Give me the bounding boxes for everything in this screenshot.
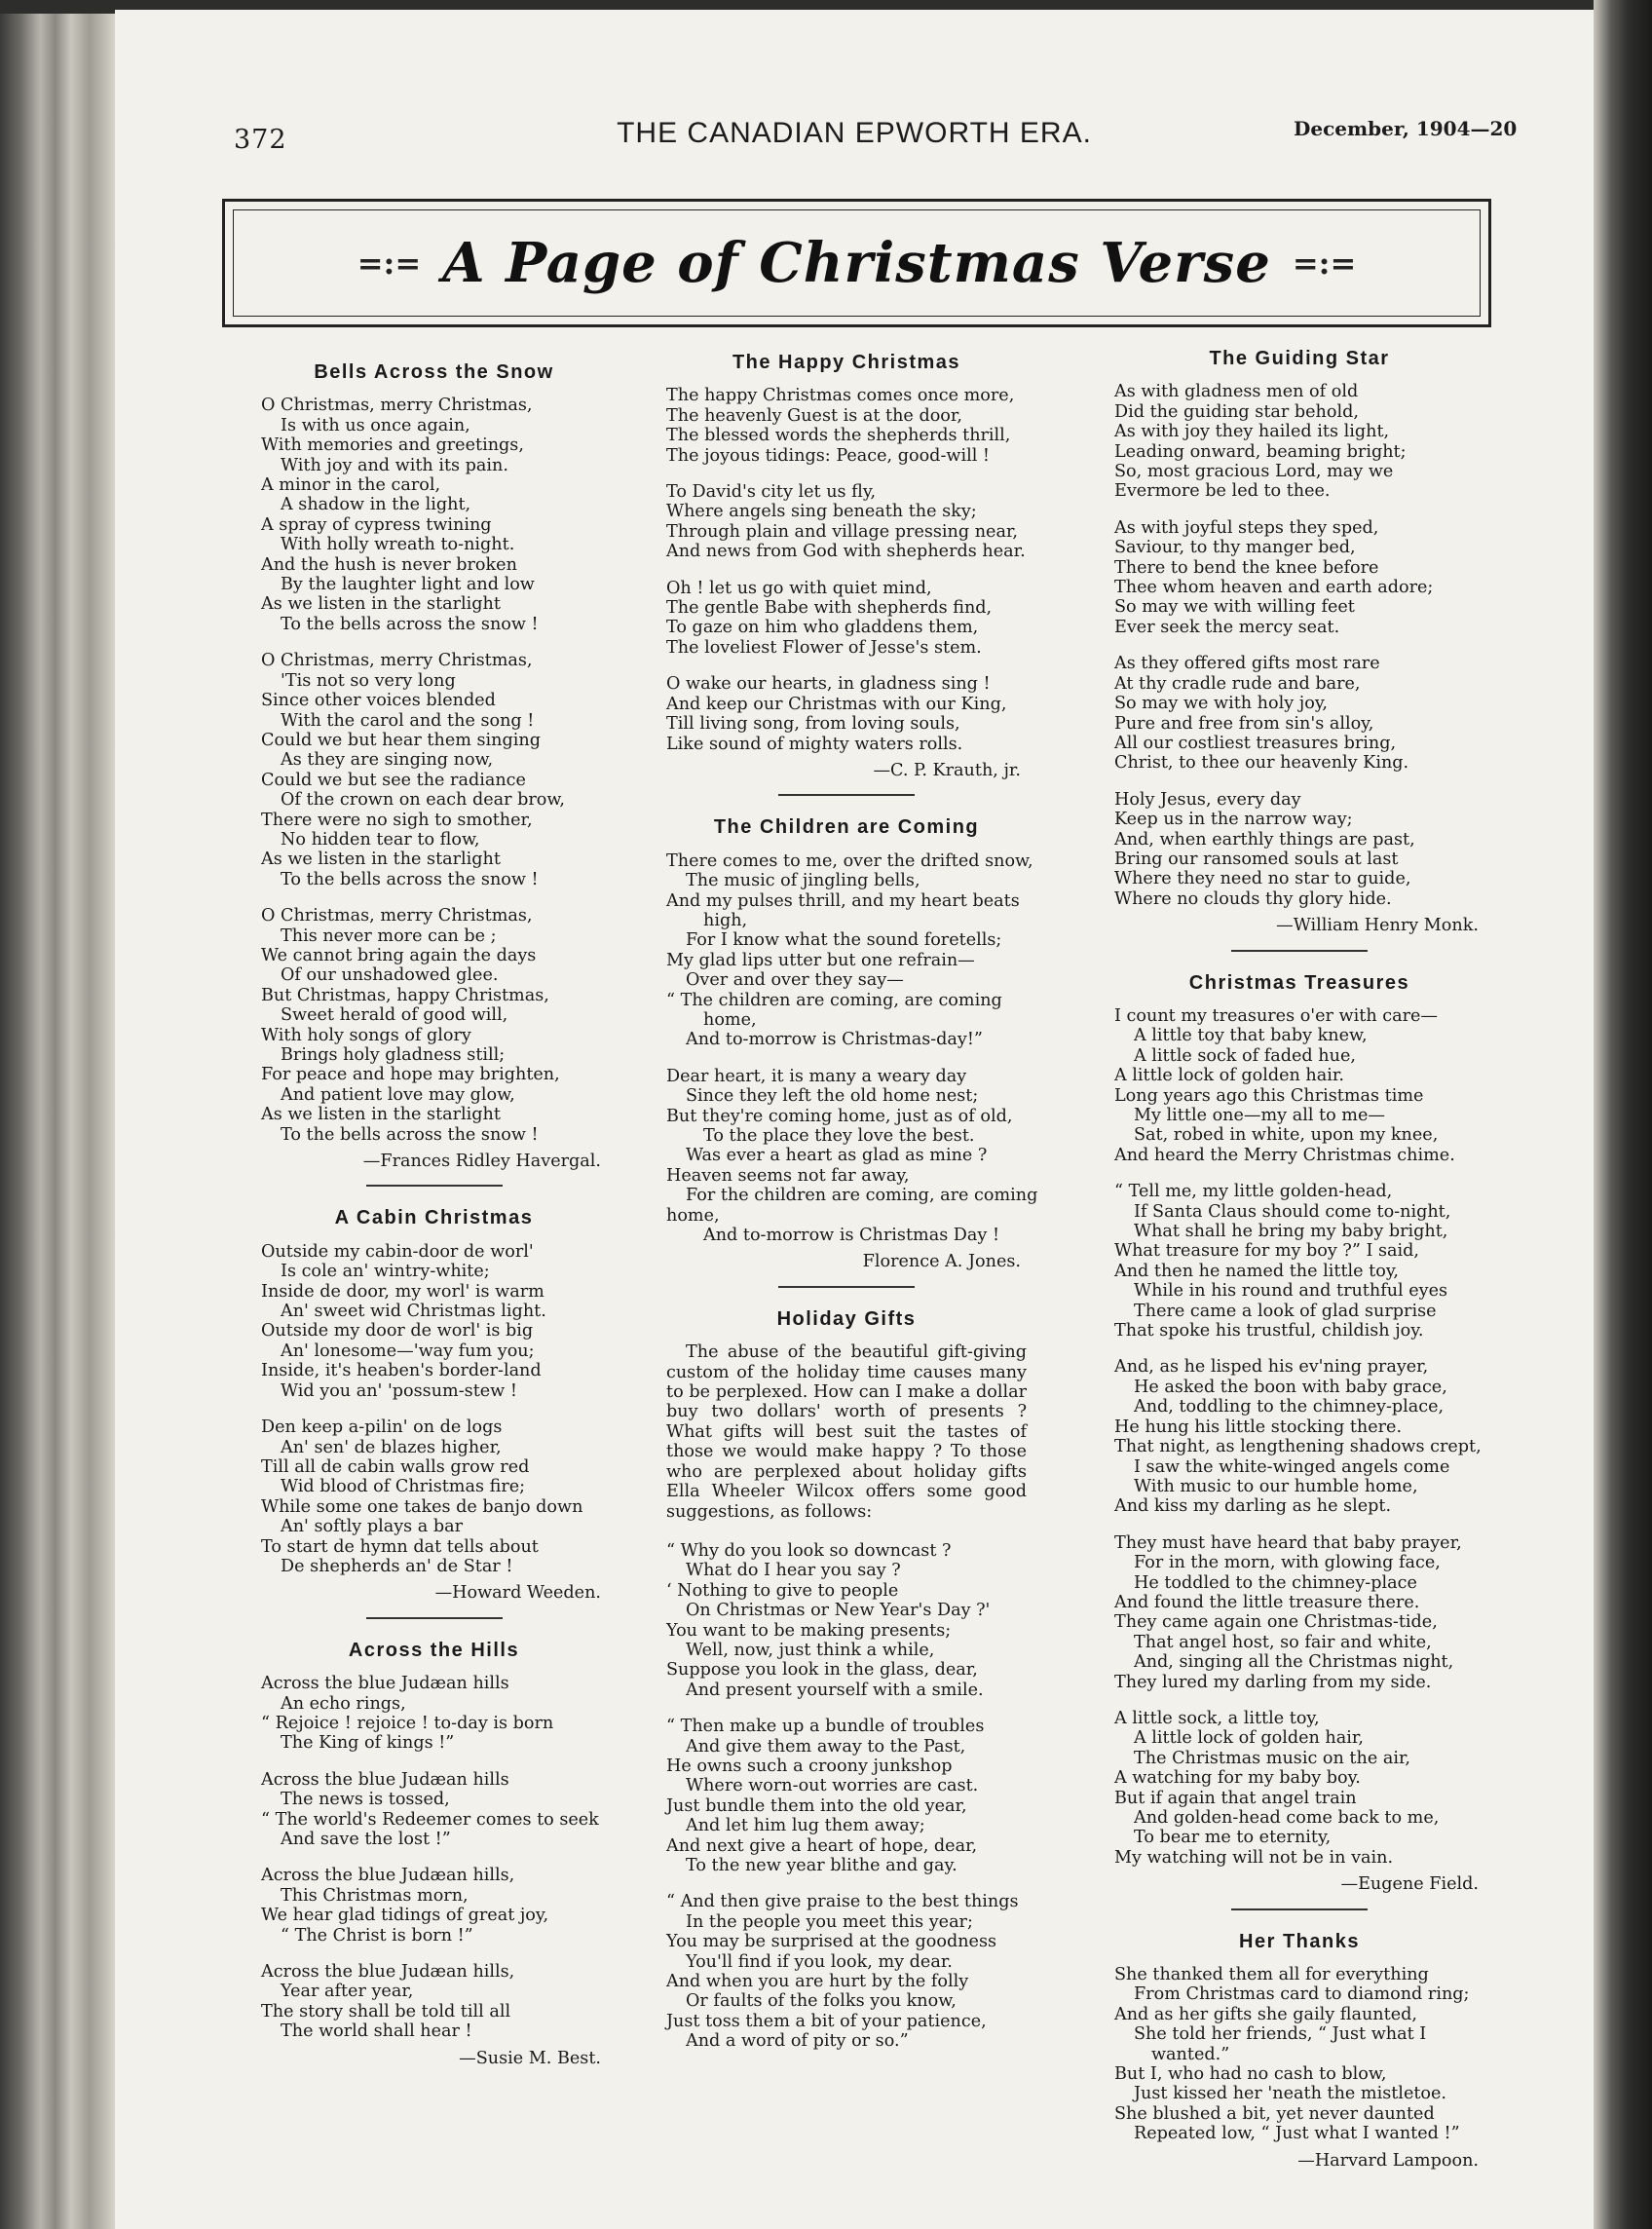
poem-a-cabin-christmas bbox=[261, 1208, 607, 1603]
verse-line: As with joy they hailed its light, bbox=[1114, 422, 1390, 442]
verse-line: The heavenly Guest is at the door, bbox=[666, 405, 962, 426]
verse-line: There to bend the knee before bbox=[1114, 557, 1379, 578]
verse-line: A shadow in the light, bbox=[281, 495, 471, 515]
verse-line: By the laughter light and low bbox=[281, 575, 535, 595]
verse-line: The world shall hear ! bbox=[281, 2021, 472, 2042]
verse-line: Well, now, just think a while, bbox=[686, 1640, 935, 1660]
verse-line: Could we but see the radiance bbox=[261, 770, 526, 790]
verse-line: “ Then make up a bundle of troubles bbox=[666, 1717, 985, 1737]
verse-line: But they're coming home, just as of old, bbox=[666, 1106, 1013, 1126]
stanza bbox=[666, 1066, 1038, 1246]
verse-line: He owns such a croony junkshop bbox=[666, 1756, 953, 1776]
verse-line: wanted.” bbox=[1151, 2044, 1230, 2064]
verse-line: Or faults of the folks you know, bbox=[686, 1991, 957, 2012]
stanza bbox=[666, 850, 1033, 1050]
verse-line: Heaven seems not far away, bbox=[666, 1165, 910, 1186]
verse-line: Just kissed her 'neath the mistletoe. bbox=[1134, 2084, 1447, 2104]
verse-line: To the bells across the snow ! bbox=[281, 614, 539, 634]
verse-line: To David's city let us fly, bbox=[666, 482, 877, 503]
verse-line: Is cole an' wintry-white; bbox=[281, 1262, 490, 1282]
verse-line: They must have heard that baby prayer, bbox=[1114, 1532, 1462, 1553]
verse-line: All our costliest treasures bring, bbox=[1114, 733, 1397, 753]
stanza bbox=[1114, 1182, 1484, 1341]
verse-line: “ Why do you look so downcast ? bbox=[666, 1540, 952, 1561]
verse-line: She told her friends, “ Just what I bbox=[1134, 2024, 1427, 2045]
verse-line: The blessed words the shepherds thrill, bbox=[666, 426, 1011, 446]
verse-line: And golden-head come back to me, bbox=[1134, 1808, 1440, 1828]
poem-title: The Happy Christmas bbox=[732, 352, 961, 373]
verse-line: Across the blue Judæan hills, bbox=[261, 1962, 515, 1983]
verse-line: Since they left the old home nest; bbox=[686, 1086, 979, 1107]
verse-line: Did the guiding star behold, bbox=[1114, 401, 1359, 422]
stanza bbox=[1114, 1965, 1484, 2144]
verse-line: My little one—my all to me— bbox=[1134, 1106, 1385, 1125]
verse-line: De shepherds an' de Star ! bbox=[281, 1556, 513, 1576]
verse-line: As they are singing now, bbox=[281, 750, 494, 771]
poem-the-happy-christmas bbox=[666, 353, 1027, 780]
poem-author: —Harvard Lampoon. bbox=[1297, 2150, 1479, 2171]
verse-line: To gaze on him who gladdens them, bbox=[666, 618, 979, 638]
verse-line: Over and over they say— bbox=[686, 970, 904, 991]
verse-line: Where no clouds thy glory hide. bbox=[1114, 888, 1392, 909]
verse-line: A little sock, a little toy, bbox=[1114, 1708, 1320, 1728]
divider-rule bbox=[778, 794, 915, 796]
verse-line: That spoke his trustful, childish joy. bbox=[1114, 1321, 1424, 1341]
verse-line: Keep us in the narrow way; bbox=[1114, 810, 1353, 830]
stanza bbox=[1114, 382, 1484, 501]
verse-line: Leading onward, beaming bright; bbox=[1114, 441, 1407, 462]
verse-line: And a word of pity or so.” bbox=[686, 2031, 909, 2052]
stanza bbox=[666, 1717, 1027, 1875]
verse-line: With joy and with its pain. bbox=[281, 455, 508, 475]
verse-line: And let him lug them away; bbox=[686, 1816, 925, 1836]
verse-line: They lured my darling from my side. bbox=[1114, 1672, 1432, 1692]
verse-line: Where angels sing beneath the sky; bbox=[666, 502, 977, 522]
stanza bbox=[666, 1541, 1027, 1700]
stanza bbox=[261, 1674, 607, 1754]
verse-line: The joyous tidings: Peace, good-will ! bbox=[666, 445, 990, 466]
verse-line: Sat, robed in white, upon my knee, bbox=[1134, 1125, 1439, 1146]
verse-line: “ The world's Redeemer comes to seek bbox=[261, 1809, 599, 1830]
verse-line: Of the crown on each dear brow, bbox=[281, 790, 565, 811]
verse-line: Inside, it's heaben's border-land bbox=[261, 1361, 542, 1381]
verse-line: Of our unshadowed glee. bbox=[281, 965, 499, 986]
verse-line: As with gladness men of old bbox=[1114, 382, 1359, 402]
verse-line: She thanked them all for everything bbox=[1114, 1965, 1429, 1985]
verse-line: And heard the Merry Christmas chime. bbox=[1114, 1145, 1455, 1165]
column-left bbox=[261, 362, 607, 2074]
poem-author: —Howard Weeden. bbox=[434, 1583, 601, 1604]
verse-line: You'll find if you look, my dear. bbox=[686, 1951, 953, 1972]
verse-line: home, bbox=[703, 1009, 757, 1030]
verse-line: And as her gifts she gaily flaunted, bbox=[1114, 2004, 1417, 2024]
poem-author: —Frances Ridley Havergal. bbox=[362, 1152, 601, 1172]
verse-line: A watching for my baby boy. bbox=[1114, 1768, 1361, 1789]
verse-line: Could we but hear them singing bbox=[261, 730, 541, 750]
verse-line: A little lock of golden hair, bbox=[1134, 1728, 1364, 1749]
verse-line: We cannot bring again the days bbox=[261, 945, 537, 965]
verse-line: Till living song, from loving souls, bbox=[666, 714, 960, 735]
facing-page-edge bbox=[1594, 0, 1652, 2229]
verse-line: Brings holy gladness still; bbox=[281, 1045, 506, 1065]
poem-title: Holiday Gifts bbox=[776, 1307, 917, 1330]
verse-line: And keep our Christmas with our King, bbox=[666, 694, 1007, 714]
verse-line: Sweet herald of good will, bbox=[281, 1005, 508, 1026]
verse-line: To the new year blithe and gay. bbox=[686, 1856, 957, 1875]
title-ornament-left: =:= bbox=[357, 245, 422, 282]
verse-line: Across the blue Judæan hills bbox=[261, 1769, 509, 1790]
column-middle bbox=[666, 352, 1038, 2068]
verse-line: As we listen in the starlight bbox=[261, 850, 501, 870]
verse-line: And my pulses thrill, and my heart beats bbox=[666, 890, 1020, 911]
verse-line: To the place they love the best. bbox=[703, 1126, 975, 1146]
verse-line: Bring our ransomed souls at last bbox=[1114, 849, 1399, 869]
verse-line: Like sound of mighty waters rolls. bbox=[666, 734, 963, 754]
verse-line: Dear heart, it is many a weary day bbox=[666, 1066, 967, 1086]
verse-line: “ The Christ is born !” bbox=[281, 1925, 473, 1946]
verse-line: You want to be making presents; bbox=[666, 1620, 952, 1641]
verse-line: Just bundle them into the old year, bbox=[666, 1795, 967, 1816]
verse-line: And kiss my darling as he slept. bbox=[1114, 1496, 1392, 1517]
prose-paragraph: The abuse of the beautiful gift-giving custom of the holiday time causes many to be perplexed. How can I make a dollar buy two dollars' worth of presents ? What gifts will best suit the tastes of those we would make happy ? To those who are perplexed about holiday gifts Ella Wheeler Wilcox offers some good suggestions, as follows: bbox=[666, 1342, 1027, 1522]
verse-line: “ The children are coming, are coming bbox=[666, 990, 1002, 1010]
verse-line: The happy Christmas comes once more, bbox=[666, 386, 1015, 406]
column-right bbox=[1114, 349, 1484, 2176]
stanza bbox=[261, 1770, 607, 1850]
verse-line: Was ever a heart as glad as mine ? bbox=[686, 1146, 988, 1166]
verse-line: Evermore be led to thee. bbox=[1114, 481, 1331, 502]
verse-line: Wid you an' 'possum-stew ! bbox=[281, 1380, 517, 1401]
verse-line: From Christmas card to diamond ring; bbox=[1134, 1984, 1470, 2005]
stanza bbox=[666, 482, 1027, 562]
verse-line: To start de hymn dat tells about bbox=[261, 1536, 539, 1557]
verse-line: As we listen in the starlight bbox=[261, 1105, 501, 1125]
verse-line: I count my treasures o'er with care— bbox=[1114, 1005, 1438, 1026]
running-title: THE CANADIAN EPWORTH ERA. bbox=[617, 117, 1092, 149]
verse-line: My glad lips utter but one refrain— bbox=[666, 950, 975, 970]
poem-title: Her Thanks bbox=[1239, 1930, 1360, 1952]
verse-line: “ Rejoice ! rejoice ! to-day is born bbox=[261, 1713, 554, 1733]
stanza bbox=[666, 1892, 1027, 2051]
verse-line: No hidden tear to flow, bbox=[281, 829, 480, 850]
stanza bbox=[261, 651, 607, 889]
stanza bbox=[1114, 1006, 1484, 1165]
verse-line: Across the blue Judæan hills bbox=[261, 1674, 509, 1694]
verse-line: Pure and free from sin's alloy, bbox=[1114, 713, 1374, 734]
verse-line: An' lonesome—'way fum you; bbox=[281, 1341, 535, 1361]
verse-line: A little toy that baby knew, bbox=[1134, 1026, 1368, 1046]
divider-rule bbox=[778, 1286, 915, 1288]
verse-line: Saviour, to thy manger bed, bbox=[1114, 538, 1356, 558]
verse-line: Outside my cabin-door de worl' bbox=[261, 1241, 534, 1262]
verse-line: Inside de door, my worl' is warm bbox=[261, 1281, 544, 1302]
verse-line: Repeated low, “ Just what I wanted !” bbox=[1134, 2124, 1460, 2144]
verse-line: And, singing all the Christmas night, bbox=[1134, 1652, 1454, 1673]
verse-line: There came a look of glad surprise bbox=[1134, 1301, 1437, 1321]
poem-author: —Susie M. Best. bbox=[459, 2048, 601, 2068]
verse-line: This Christmas morn, bbox=[281, 1885, 469, 1906]
verse-line: home, bbox=[666, 1205, 720, 1226]
page-number: 372 bbox=[234, 125, 287, 155]
stanza bbox=[261, 906, 607, 1145]
divider-rule bbox=[366, 1185, 503, 1187]
verse-line: With the carol and the song ! bbox=[281, 710, 535, 731]
title-ornament-right: =:= bbox=[1292, 245, 1357, 282]
verse-line: And, when earthly things are past, bbox=[1114, 829, 1415, 850]
verse-line: There were no sigh to smother, bbox=[261, 810, 533, 830]
verse-line: In the people you meet this year; bbox=[686, 1911, 973, 1932]
verse-line: But if again that angel train bbox=[1114, 1788, 1357, 1808]
verse-line: Since other voices blended bbox=[261, 691, 496, 711]
verse-line: What do I hear you say ? bbox=[686, 1561, 901, 1581]
verse-line: With holy songs of glory bbox=[261, 1025, 471, 1045]
poem-across-the-hills bbox=[261, 1641, 607, 2068]
verse-line: So may we with holy joy, bbox=[1114, 694, 1329, 714]
verse-line: Where worn-out worries are cast. bbox=[686, 1776, 979, 1796]
poem-title: The Children are Coming bbox=[713, 816, 980, 839]
stanza bbox=[666, 674, 1027, 754]
verse-line: high, bbox=[703, 910, 748, 930]
verse-line: And, as he lisped his ev'ning prayer, bbox=[1114, 1357, 1429, 1378]
book-spine bbox=[0, 0, 115, 2229]
verse-line: A minor in the carol, bbox=[261, 475, 441, 496]
verse-line: For the children are coming, are coming bbox=[686, 1186, 1038, 1206]
verse-line: And then he named the little toy, bbox=[1114, 1261, 1400, 1281]
verse-line: Across the blue Judæan hills, bbox=[261, 1866, 515, 1886]
verse-line: And, toddling to the chimney-place, bbox=[1134, 1397, 1445, 1417]
poem-her-thanks bbox=[1114, 1932, 1484, 2171]
verse-line: Through plain and village pressing near, bbox=[666, 521, 1019, 542]
stanza bbox=[1114, 1357, 1484, 1516]
verse-line: As they offered gifts most rare bbox=[1114, 654, 1380, 674]
verse-line: So may we with willing feet bbox=[1114, 597, 1355, 618]
verse-line: While in his round and truthful eyes bbox=[1134, 1281, 1448, 1302]
divider-rule bbox=[1231, 950, 1368, 952]
stanza bbox=[261, 1242, 607, 1401]
verse-line: On Christmas or New Year's Day ?' bbox=[686, 1601, 991, 1621]
stanza bbox=[261, 396, 607, 634]
poem-author: Florence A. Jones. bbox=[862, 1252, 1021, 1272]
verse-line: For peace and hope may brighten, bbox=[261, 1065, 560, 1085]
verse-line: A little sock of faded hue, bbox=[1134, 1045, 1356, 1066]
stanza bbox=[1114, 790, 1484, 909]
verse-line: Year after year, bbox=[281, 1982, 414, 2002]
verse-line: The King of kings !” bbox=[281, 1733, 455, 1754]
verse-line: At thy cradle rude and bare, bbox=[1114, 673, 1361, 694]
verse-line: And to-morrow is Christmas-day!” bbox=[686, 1030, 983, 1050]
article-holiday-gifts bbox=[666, 1309, 1027, 2052]
poem-the-guiding-star bbox=[1114, 349, 1484, 936]
verse-line: O Christmas, merry Christmas, bbox=[261, 396, 533, 416]
verse-line: What shall he bring my baby bright, bbox=[1134, 1222, 1448, 1242]
verse-line: And the hush is never broken bbox=[261, 554, 517, 575]
page-title: A Page of Christmas Verse bbox=[442, 231, 1271, 295]
verse-line: O Christmas, merry Christmas, bbox=[261, 906, 533, 926]
verse-line: Just toss them a bit of your patience, bbox=[666, 2011, 987, 2031]
verse-line: She blushed a bit, yet never daunted bbox=[1114, 2103, 1435, 2124]
verse-line: Long years ago this Christmas time bbox=[1114, 1085, 1424, 1106]
verse-line: While some one takes de banjo down bbox=[261, 1496, 583, 1517]
stanza bbox=[666, 386, 1027, 466]
verse-line: Den keep a-pilin' on de logs bbox=[261, 1417, 503, 1438]
verse-line: The music of jingling bells, bbox=[686, 871, 920, 891]
verse-line: O wake our hearts, in gladness sing ! bbox=[666, 674, 991, 695]
verse-line: So, most gracious Lord, may we bbox=[1114, 462, 1394, 482]
verse-line: There comes to me, over the drifted snow, bbox=[666, 850, 1033, 871]
verse-line: With music to our humble home, bbox=[1134, 1476, 1418, 1496]
stanza bbox=[261, 1866, 607, 1946]
verse-line: Suppose you look in the glass, dear, bbox=[666, 1660, 978, 1681]
poem-the-children-are-coming bbox=[666, 816, 1038, 1272]
verse-line: He asked the boon with baby grace, bbox=[1134, 1377, 1447, 1397]
verse-line: “ And then give praise to the best things bbox=[666, 1892, 1019, 1912]
poem-author: —Eugene Field. bbox=[1340, 1874, 1479, 1895]
verse-line: An' sweet wid Christmas light. bbox=[281, 1302, 546, 1322]
verse-line: That night, as lengthening shadows crept, bbox=[1114, 1437, 1482, 1457]
verse-line: Ever seek the mercy seat. bbox=[1114, 617, 1340, 637]
verse-line: If Santa Claus should come to-night, bbox=[1134, 1201, 1451, 1222]
verse-line: And to-morrow is Christmas Day ! bbox=[703, 1226, 1000, 1246]
verse-line: The Christmas music on the air, bbox=[1134, 1748, 1411, 1768]
verse-line: ‘ Nothing to give to people bbox=[666, 1580, 899, 1601]
verse-line: And save the lost !” bbox=[281, 1830, 451, 1849]
poem-title: Across the Hills bbox=[348, 1639, 520, 1661]
title-banner bbox=[222, 199, 1491, 327]
verse-line: An echo rings, bbox=[281, 1693, 406, 1714]
verse-line: To the bells across the snow ! bbox=[281, 869, 539, 889]
verse-line: Christ, to thee our heavenly King. bbox=[1114, 753, 1409, 774]
verse-line: He toddled to the chimney-place bbox=[1134, 1572, 1417, 1593]
verse-line: And give them away to the Past, bbox=[686, 1736, 966, 1757]
verse-line: As with joyful steps they sped, bbox=[1114, 517, 1379, 538]
verse-line: He hung his little stocking there. bbox=[1114, 1417, 1403, 1437]
verse-line: We hear glad tidings of great joy, bbox=[261, 1906, 549, 1926]
stanza bbox=[1114, 654, 1484, 773]
verse-line: Wid blood of Christmas fire; bbox=[281, 1477, 526, 1497]
divider-rule bbox=[1231, 1908, 1368, 1910]
stanza bbox=[1114, 1533, 1484, 1692]
verse-line: This never more can be ; bbox=[281, 926, 497, 946]
verse-line: But Christmas, happy Christmas, bbox=[261, 985, 549, 1005]
verse-line: The gentle Babe with shepherds find, bbox=[666, 598, 993, 619]
stanza bbox=[261, 1962, 607, 2042]
verse-line: My watching will not be in vain. bbox=[1114, 1847, 1394, 1868]
verse-line: O Christmas, merry Christmas, bbox=[261, 651, 533, 671]
verse-line: They came again one Christmas-tide, bbox=[1114, 1612, 1438, 1633]
poem-title: Bells Across the Snow bbox=[314, 361, 554, 383]
verse-line: Outside my door de worl' is big bbox=[261, 1321, 534, 1341]
verse-line: What treasure for my boy ?” I said, bbox=[1114, 1241, 1419, 1262]
divider-rule bbox=[366, 1617, 503, 1619]
verse-line: Oh ! let us go with quiet mind, bbox=[666, 578, 932, 598]
verse-line: To the bells across the snow ! bbox=[281, 1124, 539, 1145]
verse-line: Till all de cabin walls grow red bbox=[261, 1456, 530, 1477]
poem-title: The Guiding Star bbox=[1209, 348, 1390, 369]
stanza bbox=[1114, 518, 1484, 637]
poem-author: —C. P. Krauth, jr. bbox=[873, 760, 1021, 780]
verse-line: “ Tell me, my little golden-head, bbox=[1114, 1182, 1393, 1202]
verse-line: The loveliest Flower of Jesse's stem. bbox=[666, 637, 982, 658]
stanza bbox=[1114, 1709, 1484, 1868]
poem-title: A Cabin Christmas bbox=[334, 1207, 534, 1229]
verse-line: To bear me to eternity, bbox=[1134, 1828, 1332, 1848]
verse-line: 'Tis not so very long bbox=[281, 670, 456, 691]
stanza bbox=[666, 579, 1027, 659]
poem-bells-across-the-snow bbox=[261, 362, 607, 1171]
verse-line: Thee whom heaven and earth adore; bbox=[1114, 578, 1434, 598]
verse-line: Is with us once again, bbox=[281, 415, 470, 435]
verse-line: And next give a heart of hope, dear, bbox=[666, 1835, 978, 1856]
verse-line: A spray of cypress twining bbox=[261, 514, 492, 535]
verse-line: The story shall be told till all bbox=[261, 2001, 511, 2021]
verse-line: A little lock of golden hair. bbox=[1114, 1066, 1344, 1086]
verse-line: For in the morn, with glowing face, bbox=[1134, 1553, 1441, 1573]
verse-line: And news from God with shepherds hear. bbox=[666, 542, 1026, 562]
issue-date: December, 1904—20 bbox=[1294, 117, 1518, 140]
verse-line: As we listen in the starlight bbox=[261, 594, 501, 615]
verse-line: And present yourself with a smile. bbox=[686, 1680, 984, 1700]
verse-line: For I know what the sound foretells; bbox=[686, 930, 1002, 951]
verse-line: But I, who had no cash to blow, bbox=[1114, 2064, 1387, 2085]
verse-line: And found the little treasure there. bbox=[1114, 1592, 1420, 1612]
magazine-page bbox=[115, 10, 1594, 2229]
verse-line: The news is tossed, bbox=[281, 1790, 450, 1810]
verse-line: You may be surprised at the goodness bbox=[666, 1932, 997, 1952]
verse-line: And patient love may glow, bbox=[281, 1084, 515, 1105]
stanza bbox=[261, 1417, 607, 1576]
poem-author: —William Henry Monk. bbox=[1276, 916, 1479, 936]
verse-line: I saw the white-winged angels come bbox=[1134, 1456, 1450, 1477]
verse-line: With holly wreath to-night. bbox=[281, 535, 515, 555]
verse-line: And when you are hurt by the folly bbox=[666, 1972, 969, 1992]
verse-line: Holy Jesus, every day bbox=[1114, 789, 1301, 810]
verse-line: That angel host, so fair and white, bbox=[1134, 1632, 1432, 1652]
verse-line: Where they need no star to guide, bbox=[1114, 869, 1411, 889]
poem-christmas-treasures bbox=[1114, 973, 1484, 1895]
poem-title: Christmas Treasures bbox=[1188, 971, 1410, 994]
verse-line: With memories and greetings, bbox=[261, 435, 524, 456]
verse-line: An' softly plays a bar bbox=[281, 1517, 464, 1537]
verse-line: An' sen' de blazes higher, bbox=[281, 1437, 502, 1457]
